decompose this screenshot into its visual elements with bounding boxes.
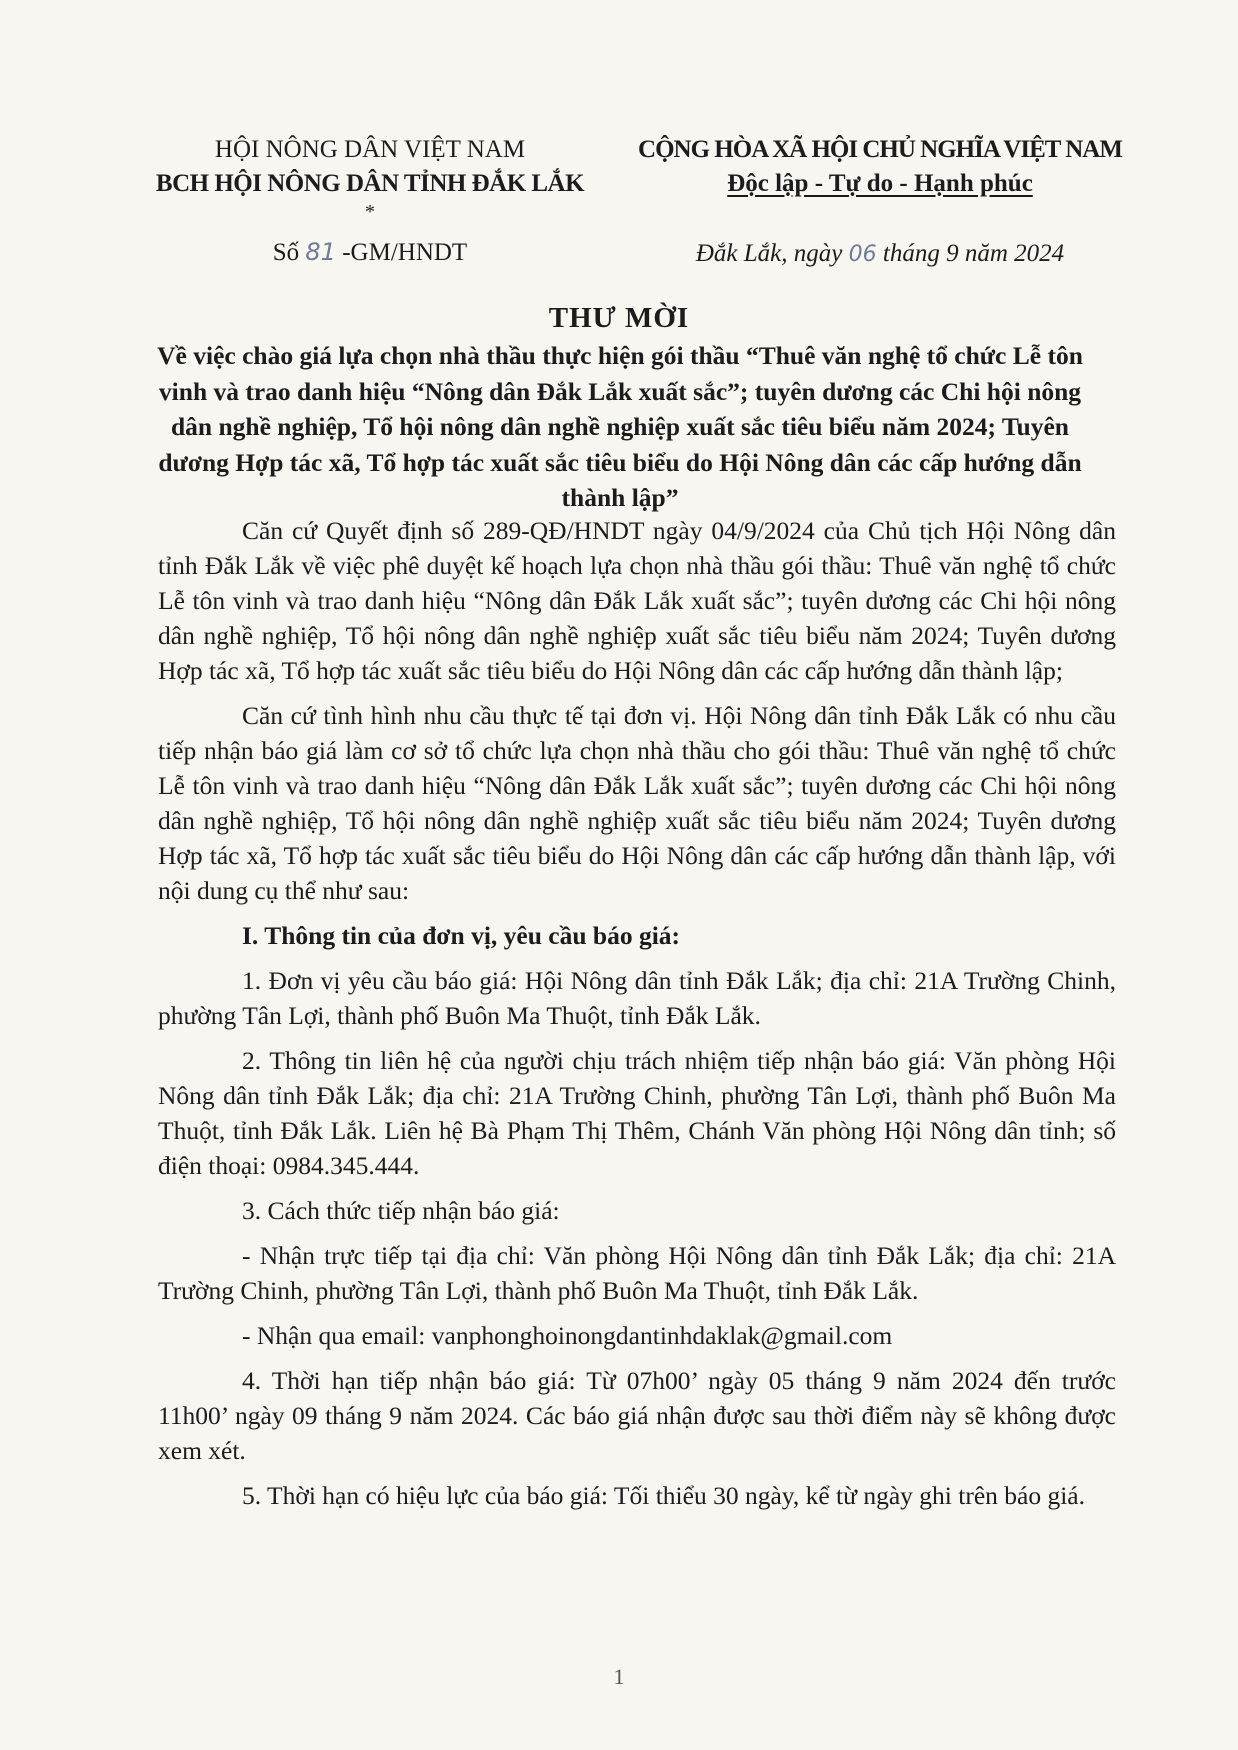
document-body: [158, 513, 1116, 1523]
email-label: - Nhận qua email:: [242, 1321, 432, 1350]
nation-title: CỘNG HÒA XÃ HỘI CHỦ NGHĨA VIỆT NAM: [638, 136, 1122, 163]
date-prefix: Đắk Lắk, ngày: [695, 240, 843, 267]
list-item: 1. Đơn vị yêu cầu báo giá: Hội Nông dân tỉnh Đắk Lắk; địa chỉ: 21A Trường Chinh, phường Tân Lợi, thành phố Buôn Ma Thuột, tỉnh Đắk Lắk.: [158, 966, 1116, 1030]
list-item: 2. Thông tin liên hệ của người chịu trách nhiệm tiếp nhận báo giá: Văn phòng Hội Nông dân tỉnh Đắk Lắk; địa chỉ: 21A Trường Chinh, phường Tân Lợi, thành phố Buôn Ma Thuột, tỉnh Đắk Lắk. Liên hệ Bà Phạm Thị Thêm, Chánh Văn phòng Hội Nông dân tỉnh; số điện thoại: 0984.345.444.: [158, 1046, 1116, 1180]
document-number: [130, 238, 610, 267]
doc-number-prefix: Số: [272, 239, 300, 266]
date-suffix: tháng 9 năm 2024: [882, 240, 1065, 267]
page-number: 1: [613, 1664, 625, 1689]
paragraph-request: Căn cứ tình hình nhu cầu thực tế tại đơn vị. Hội Nông dân tỉnh Đắk Lắk có nhu cầu tiếp nhận báo giá làm cơ sở tổ chức lựa chọn nhà thầu cho gói thầu: Thuê văn nghệ tổ chức Lễ tôn vinh và trao danh hiệu “Nông dân Đắk Lắk xuất sắc”; tuyên dương các Chi hội nông dân nghề nghiệp, Tổ hội nông dân nghề nghiệp xuất sắc tiêu biểu năm 2024; Tuyên dương Hợp tác xã, Tổ hợp tác xuất sắc tiêu biểu do Hội Nông dân các cấp hướng dẫn thành lập, với nội dung cụ thể như sau:: [158, 701, 1116, 905]
list-item: 5. Thời hạn có hiệu lực của báo giá: Tối thiểu 30 ngày, kể từ ngày ghi trên báo giá.: [242, 1481, 1085, 1510]
star-mark: *: [365, 201, 375, 223]
list-item: - Nhận trực tiếp tại địa chỉ: Văn phòng Hội Nông dân tỉnh Đắk Lắk; địa chỉ: 21A Trường Chinh, phường Tân Lợi, thành phố Buôn Ma Thuột, tỉnh Đắk Lắk.: [158, 1241, 1116, 1305]
national-motto: Độc lập - Tự do - Hạnh phúc: [727, 170, 1033, 197]
doc-number-handwritten: 81: [305, 238, 336, 266]
document-date: [600, 240, 1160, 268]
paragraph-legal-basis: Căn cứ Quyết định số 289-QĐ/HNDT ngày 04/9/2024 của Chủ tịch Hội Nông dân tỉnh Đắk Lắk về việc phê duyệt kế hoạch lựa chọn nhà thầu gói thầu: Thuê văn nghệ tổ chức Lễ tôn vinh và trao danh hiệu “Nông dân Đắk Lắk xuất sắc”; tuyên dương các Chi hội nông dân nghề nghiệp, Tổ hội nông dân nghề nghiệp xuất sắc tiêu biểu năm 2024; Tuyên dương Hợp tác xã, Tổ hợp tác xuất sắc tiêu biểu do Hội Nông dân các cấp hướng dẫn thành lập;: [158, 516, 1116, 685]
national-heading: [600, 133, 1160, 201]
document-title: THƯ MỜI: [548, 302, 690, 334]
list-item: 4. Thời hạn tiếp nhận báo giá: Từ 07h00’ ngày 05 tháng 9 năm 2024 đến trước 11h00’ ngày 09 tháng 9 năm 2024. Các báo giá nhận được sau thời điểm này sẽ không được xem xét.: [158, 1366, 1116, 1465]
email-link[interactable]: vanphonghoinongdantinhdaklak@gmail.com: [431, 1321, 893, 1350]
org-line-2: BCH HỘI NÔNG DÂN TỈNH ĐẮK LẮK: [155, 170, 585, 197]
issuing-organization: [130, 133, 610, 223]
doc-number-suffix: -GM/HNDT: [342, 239, 468, 266]
document-subject: Về việc chào giá lựa chọn nhà thầu thực hiện gói thầu “Thuê văn nghệ tổ chức Lễ tôn vinh và trao danh hiệu “Nông dân Đắk Lắk xuất sắc”; tuyên dương các Chi hội nông dân nghề nghiệp, Tổ hội nông dân nghề nghiệp xuất sắc tiêu biểu năm 2024; Tuyên dương Hợp tác xã, Tổ hợp tác xuất sắc tiêu biểu do Hội Nông dân các cấp hướng dẫn thành lập”: [157, 341, 1083, 512]
date-day-handwritten: 06: [848, 242, 877, 267]
section-heading: I. Thông tin của đơn vị, yêu cầu báo giá:: [242, 921, 681, 950]
org-line-1: HỘI NÔNG DÂN VIỆT NAM: [214, 136, 526, 163]
list-item: 3. Cách thức tiếp nhận báo giá:: [242, 1196, 560, 1225]
list-item-email: [158, 1318, 1116, 1353]
